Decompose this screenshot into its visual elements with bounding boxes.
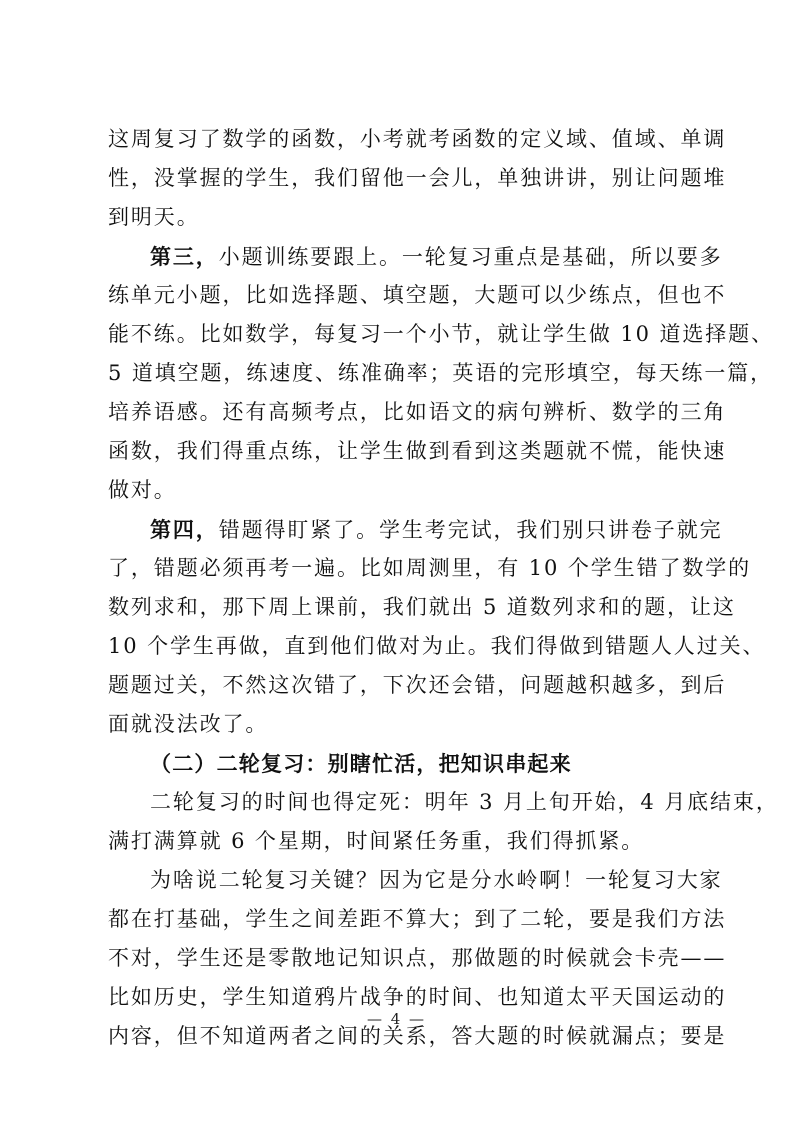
text-line: 为啥说二轮复习关键？因为它是分水岭啊！一轮复习大家 [150,868,723,892]
text-line: 不对，学生还是零散地记知识点，那做题的时候就会卡壳—— [108,946,727,970]
text-line: 满打满算就 6 个星期，时间紧任务重，我们得抓紧。 [108,829,645,853]
text-line: 面就没法改了。 [108,712,269,736]
text-line: 函数，我们得重点练，让学生做到看到这类题就不慌，能快速 [108,439,727,463]
text-line: 数列求和，那下周上课前，我们就出 5 道数列求和的题，让这 [108,595,736,619]
text-line: 培养语感。还有高频考点，比如语文的病句辨析、数学的三角 [108,400,727,424]
text-line: 性，没掌握的学生，我们留他一会儿，单独讲讲，别让问题堆 [108,166,727,190]
point-lead: 第四， [150,517,219,542]
text-line: 了，错题必须再考一遍。比如周测里，有 10 个学生错了数学的 [108,556,752,580]
text-line [108,510,723,549]
text-span: 错题得盯紧了。学生考完试，我们别只讲卷子就完 [218,518,723,542]
text-line: 练单元小题，比如选择题、填空题，大题可以少练点，但也不 [108,283,727,307]
text-line: 5 道填空题，练速度、练准确率；英语的完形填空，每天练一篇， [108,361,774,385]
text-span: 小题训练要跟上。一轮复习重点是基础，所以要多 [218,245,723,269]
text-line: 都在打基础，学生之间差距不算大；到了二轮，要是我们方法 [108,907,727,931]
text-line: 二轮复习的时间也得定死：明年 3 月上旬开始，4 月底结束， [150,790,779,814]
text-line [108,237,723,276]
text-line: 比如历史，学生知道鸦片战争的时间、也知道太平天国运动的 [108,985,727,1009]
body-text [108,120,779,1056]
page-number: — 4 — [366,1010,427,1028]
point-lead: 第三， [150,244,219,269]
text-line: 内容，但不知道两者之间的关系，答大题的时候就漏点；要是 [108,1024,727,1048]
section-heading: （二）二轮复习：别瞎忙活，把知识串起来 [150,751,572,776]
text-line: 10 个学生再做，直到他们做对为止。我们得做到错题人人过关、 [108,634,766,658]
text-line: 这周复习了数学的函数，小考就考函数的定义域、值域、单调 [108,127,727,151]
text-line: 做对。 [108,478,177,502]
text-line: 题题过关，不然这次错了，下次还会错，问题越积越多，到后 [108,673,727,697]
text-line: 到明天。 [108,205,200,229]
text-line: 能不练。比如数学，每复习一个小节，就让学生做 10 道选择题、 [108,322,774,346]
